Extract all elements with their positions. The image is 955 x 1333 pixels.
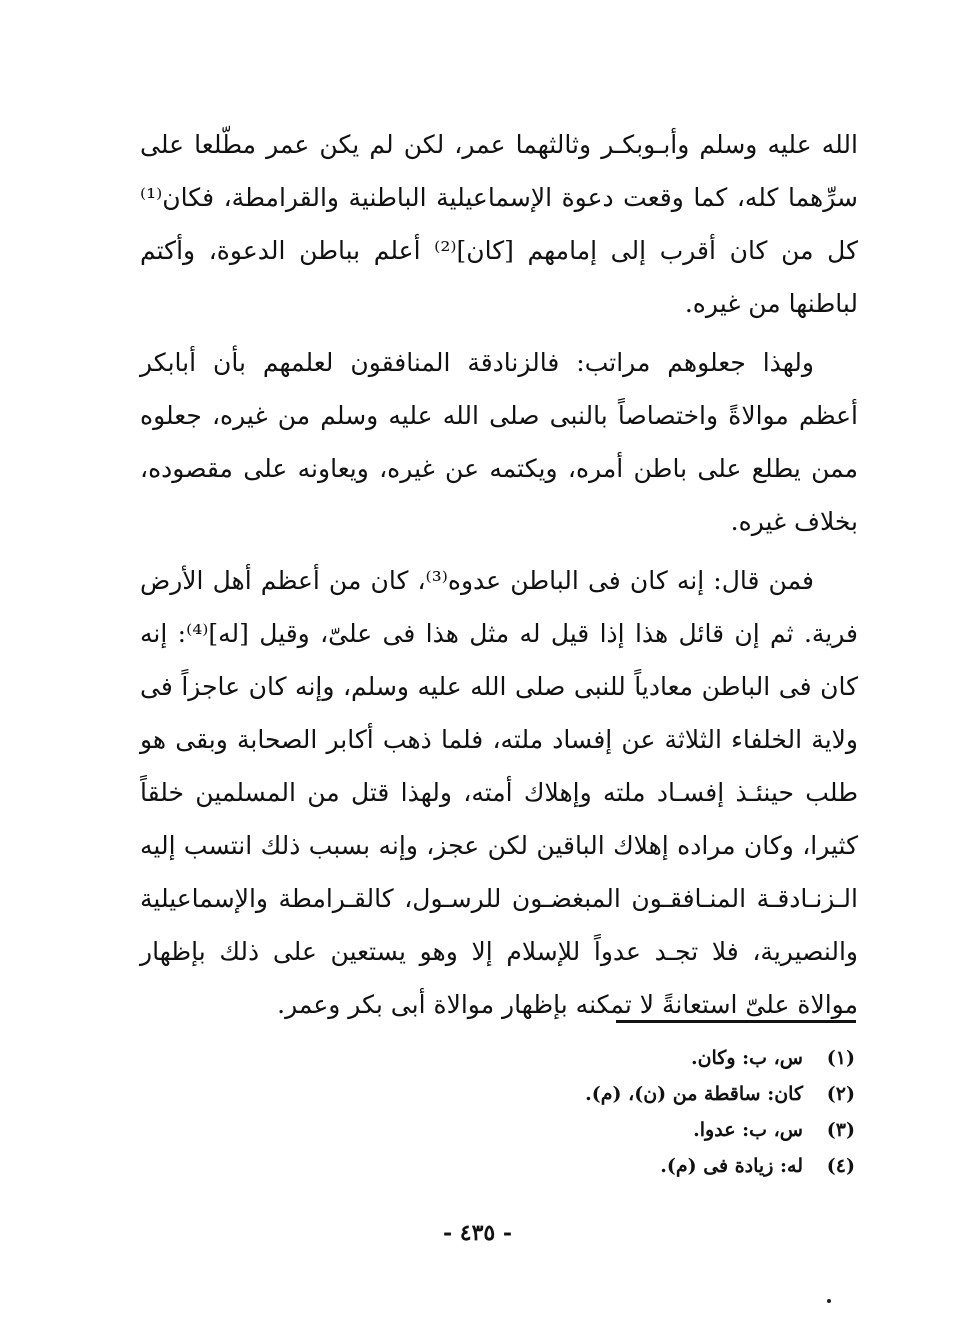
scan-speck — [827, 1299, 831, 1303]
footnote-text: س، ب: وكان. — [690, 1047, 803, 1069]
footnote-number: (٤) — [826, 1155, 855, 1177]
footnote-text: له: زيادة فى (م). — [660, 1155, 803, 1177]
footnote-item — [140, 1112, 855, 1148]
main-text — [140, 118, 858, 1031]
footnote-number: (٢) — [826, 1083, 855, 1105]
footnote-number: (١) — [826, 1047, 855, 1069]
footnote-number: (٣) — [826, 1119, 855, 1141]
footnote-text: كان: ساقطة من (ن)، (م). — [585, 1083, 803, 1105]
paragraph-1: الله عليه وسلم وأبـوبكـر وثالثهما عمر، لكن لم يكن عمر مطّلعا على سرِّهما كله، كما وقعت دعوة الإسماعيلية الباطنية والقرامطة، فكان⁽¹⁾ كل من كان أقرب إلى إمامهم [كان]⁽²⁾ أعلم بباطن الدعوة، وأكتم لباطنها من غيره. — [140, 130, 858, 318]
footnote-text: س، ب: عدوا. — [693, 1119, 803, 1141]
footnote-divider — [616, 1020, 856, 1023]
paragraph-2: ولهذا جعلوهم مراتب: فالزنادقة المنافقون لعلمهم بأن أبابكر أعظم موالاةً واختصاصاً بالنبى صلى الله عليه وسلم من غيره، جعلوه ممن يطلع على باطن أمره، ويكتمه عن غيره، ويعاونه على مقصوده، بخلاف غيره. — [140, 348, 858, 536]
footnote-item — [140, 1040, 855, 1076]
footnote-item — [140, 1148, 855, 1184]
paragraph-3: فمن قال: إنه كان فى الباطن عدوه⁽³⁾، كان من أعظم أهل الأرض فرية. ثم إن قائل هذا إذا قيل له مثل هذا فى علىّ، وقيل [له]⁽⁴⁾: إنه كان فى الباطن معادياً للنبى صلى الله عليه وسلم، وإنه كان عاجزاً فى ولاية الخلفاء الثلاثة عن إفساد ملته، فلما ذهب أكابر الصحابة وبقى هو طلب حينئـذ إفسـاد ملته وإهلاك أمته، ولهذا قتل من المسلمين خلقاً كثيرا، وكان مراده إهلاك الباقين لكن عجز، وإنه بسبب ذلك انتسب إليه الـزنـادقـة المنـافقـون المبغضـون للرسـول، كالقـرامطة والإسماعيلية والنصيرية، فلا تجـد عدواً للإسلام إلا وهو يستعين على ذلك بإظهار موالاة علىّ استعانةً لا تمكنه بإظهار موالاة أبى بكر وعمر. — [140, 566, 858, 1019]
footnotes — [140, 1040, 855, 1184]
page-number: - ٤٣٥ - — [442, 1220, 513, 1246]
footnote-item — [140, 1076, 855, 1112]
